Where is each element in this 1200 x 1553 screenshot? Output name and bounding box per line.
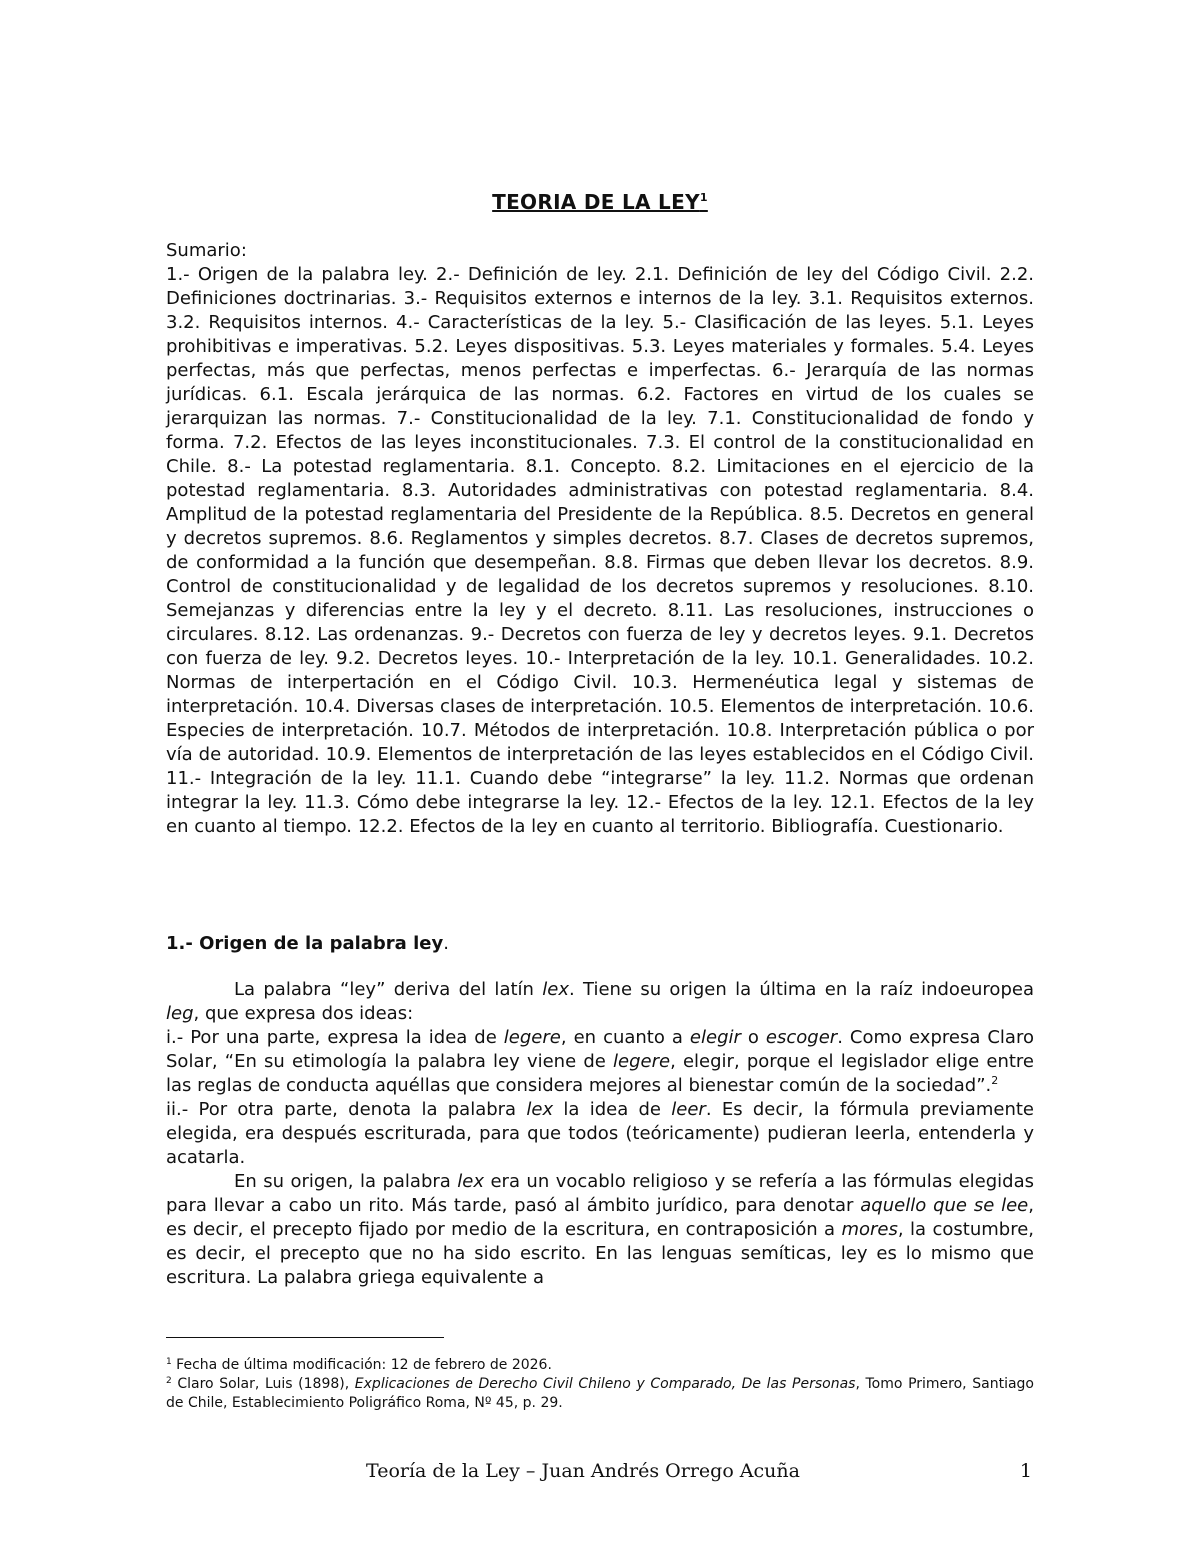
text-run: , la costumbre, es decir, el precepto que no ha sido escrito. En las lenguas semíticas, ley es lo mismo que escritura. La palabra griega equivalente a bbox=[166, 1219, 1034, 1288]
text-run: i.- Por una parte, expresa la idea de bbox=[166, 1027, 504, 1048]
footnote-separator bbox=[166, 1337, 444, 1338]
footnote-marker: 2 bbox=[166, 1376, 172, 1386]
footnote-italic: Explicaciones de Derecho Civil Chileno y Comparado, De las Personas bbox=[354, 1376, 856, 1392]
text-run: la idea de bbox=[553, 1099, 672, 1120]
text-run: . Como expresa Claro Solar, “En su etimología la palabra ley viene de bbox=[166, 1027, 1034, 1072]
italic-run: leg bbox=[166, 1003, 194, 1024]
title-text: TEORIA DE LA LEY bbox=[492, 190, 700, 214]
italic-run: aquello que se lee bbox=[860, 1195, 1029, 1216]
footnote-1 bbox=[166, 1356, 1034, 1375]
text-run: , elegir, porque el legislador elige entre las reglas de conducta aquéllas que considera mejores al bienestar común de la sociedad”. bbox=[166, 1051, 1034, 1096]
paragraph bbox=[166, 978, 1034, 1026]
italic-run: legere bbox=[503, 1027, 561, 1048]
footnote-text: Fecha de última modificación: 12 de febrero de 2026. bbox=[171, 1357, 552, 1373]
footnotes bbox=[166, 1356, 1034, 1413]
italic-run: leer bbox=[671, 1099, 706, 1120]
footnote-text: Claro Solar, Luis (1898), bbox=[171, 1376, 355, 1392]
title-footnote-marker[interactable]: 1 bbox=[699, 191, 708, 204]
footnote-marker: 1 bbox=[166, 1357, 172, 1367]
section-heading bbox=[166, 933, 449, 954]
paragraph bbox=[166, 1026, 1034, 1098]
text-run: , es decir, el precepto fijado por medio de la escritura, en contraposición a bbox=[166, 1195, 1034, 1240]
footnote-2 bbox=[166, 1375, 1034, 1413]
sumario-label: Sumario: bbox=[166, 240, 247, 261]
italic-run: lex bbox=[542, 979, 569, 1000]
italic-run: lex bbox=[526, 1099, 554, 1120]
text-run: , en cuanto a bbox=[560, 1027, 690, 1048]
italic-run: escoger bbox=[765, 1027, 838, 1048]
running-title: Teoría de la Ley – Juan Andrés Orrego Acuña bbox=[366, 1460, 800, 1482]
paragraph bbox=[166, 1098, 1034, 1170]
section-heading-dot: . bbox=[443, 933, 449, 954]
text-run: o bbox=[740, 1027, 766, 1048]
text-run: La palabra “ley” deriva del latín bbox=[234, 979, 543, 1000]
italic-run: lex bbox=[457, 1171, 485, 1192]
footnote-text: , Tomo Primero, Santiago de Chile, Establecimiento Poligráfico Roma, Nº 45, p. 29. bbox=[166, 1376, 1034, 1411]
sumario-text: 1.- Origen de la palabra ley. 2.- Definición de ley. 2.1. Definición de ley del Código Civil. 2.2. Definiciones doctrinarias. 3.- Requisitos externos e internos de la ley. 3.1. Requisitos externos. 3.2. Requisitos internos. 4.- Características de la ley. 5.- Clasificación de las leyes. 5.1. Leyes prohibitivas e imperativas. 5.2. Leyes dispositivas. 5.3. Leyes materiales y formales. 5.4. Leyes perfectas, más que perfectas, menos perfectas e imperfectas. 6.- Jerarquía de las normas jurídicas. 6.1. Escala jerárquica de las normas. 6.2. Factores en virtud de los cuales se jerarquizan las normas. 7.- Constitucionalidad de la ley. 7.1. Constitucionalidad de fondo y forma. 7.2. Efectos de las leyes inconstitucionales. 7.3. El control de la constitucionalidad en Chile. 8.- La potestad reglamentaria. 8.1. Concepto. 8.2. Limitaciones en el ejercicio de la potestad reglamentaria. 8.3. Autoridades administrativas con potestad reglamentaria. 8.4. Amplitud de la potestad reglamentaria del Presidente de la República. 8.5. Decretos en general y decretos supremos. 8.6. Reglamentos y simples decretos. 8.7. Clases de decretos supremos, de conformidad a la función que desempeñan. 8.8. Firmas que deben llevar los decretos. 8.9. Control de constitucionalidad y de legalidad de los decretos supremos y resoluciones. 8.10. Semejanzas y diferencias entre la ley y el decreto. 8.11. Las resoluciones, instrucciones o circulares. 8.12. Las ordenanzas. 9.- Decretos con fuerza de ley y decretos leyes. 9.1. Decretos con fuerza de ley. 9.2. Decretos leyes. 10.- Interpretación de la ley. 10.1. Generalidades. 10.2. Normas de interpertación en el Código Civil. 10.3. Hermenéutica legal y sistemas de interpretación. 10.4. Diversas clases de interpretación. 10.5. Elementos de interpretación. 10.6. Especies de interpretación. 10.7. Métodos de interpretación. 10.8. Interpretación pública o por vía de autoridad. 10.9. Elementos de interpretación de las leyes establecidos en el Código Civil. 11.- Integración de la ley. 11.1. Cuando debe “integrarse” la ley. 11.2. Normas que ordenan integrar la ley. 11.3. Cómo debe integrarse la ley. 12.- Efectos de la ley. 12.1. Efectos de la ley en cuanto al tiempo. 12.2. Efectos de la ley en cuanto al territorio. Bibliografía. Cuestionario. bbox=[166, 264, 1034, 837]
text-run: era un vocablo religioso y se refería a las fórmulas elegidas para llevar a cabo un rito. Más tarde, pasó al ámbito jurídico, para denotar bbox=[166, 1171, 1034, 1216]
text-run: . Es decir, la fórmula previamente elegida, era después escriturada, para que todos (teóricamente) pudieran leerla, entenderla y acatarla. bbox=[166, 1099, 1034, 1168]
section-heading-text: 1.- Origen de la palabra ley bbox=[166, 933, 444, 954]
italic-run: elegir bbox=[689, 1027, 741, 1048]
italic-run: mores bbox=[841, 1219, 898, 1240]
page-number: 1 bbox=[1019, 1460, 1032, 1482]
text-run: ii.- Por otra parte, denota la palabra bbox=[166, 1099, 527, 1120]
italic-run: legere bbox=[613, 1051, 671, 1072]
body-text bbox=[166, 978, 1034, 1290]
footnote-marker[interactable]: 2 bbox=[991, 1074, 999, 1087]
text-run: , que expresa dos ideas: bbox=[193, 1003, 414, 1024]
text-run: . Tiene su origen la última en la raíz indoeuropea bbox=[568, 979, 1034, 1000]
paragraph bbox=[166, 1170, 1034, 1290]
text-run: En su origen, la palabra bbox=[234, 1171, 458, 1192]
document-title bbox=[166, 190, 1034, 214]
